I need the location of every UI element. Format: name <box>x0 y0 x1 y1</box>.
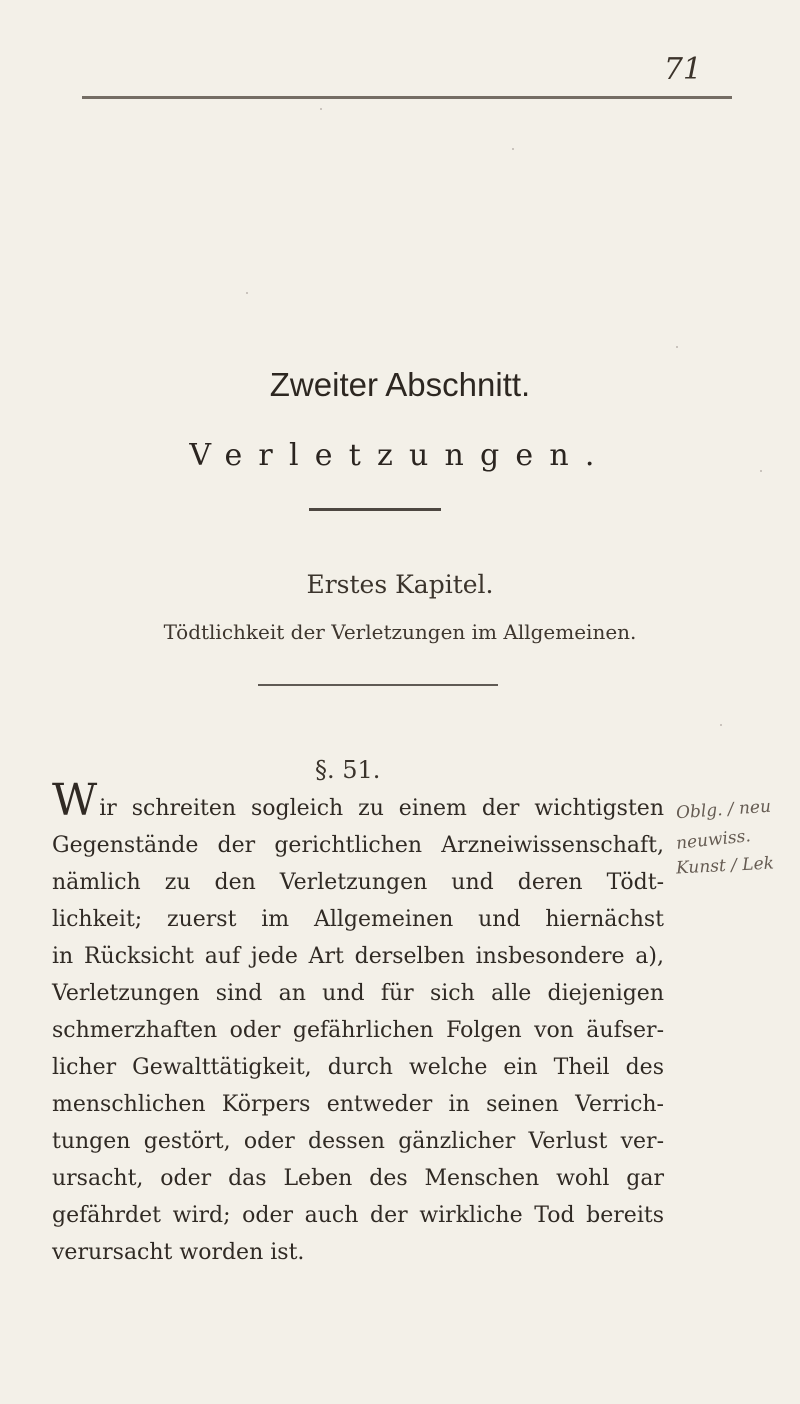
section-title: Zweiter Abschnitt. <box>269 366 531 403</box>
chapter-title: Erstes Kapitel. <box>306 570 494 599</box>
paper-speckle <box>760 470 762 472</box>
paper-speckle <box>720 724 722 726</box>
body-line: gefährdet wird; oder auch der wirkliche Tod bereits <box>52 1203 664 1228</box>
paper-speckle <box>246 292 248 294</box>
body-line-text: ir schreiten sogleich zu einem der wichtigsten <box>99 796 664 821</box>
body-line: in Rücksicht auf jede Art derselben insbesondere a), <box>52 944 664 969</box>
body-line: nämlich zu den Verletzungen und deren Tödt- <box>52 870 664 895</box>
paper-speckle <box>512 148 514 150</box>
handwritten-margin-note: Oblg. / neu <box>675 796 772 824</box>
top-rule <box>82 96 732 99</box>
main-heading: Verletzungen. <box>189 438 611 473</box>
handwritten-margin-note: neuwiss. <box>675 826 752 854</box>
paper-speckle <box>320 108 322 110</box>
paragraph-number: §. 51. <box>315 756 381 784</box>
dropcap: W <box>52 775 98 826</box>
page-number: 71 <box>663 52 702 87</box>
body-line: tungen gestört, oder dessen gänzlicher Verlust ver- <box>52 1129 664 1154</box>
body-line: ursacht, oder das Leben des Menschen wohl gar <box>52 1166 664 1191</box>
body-line: menschlichen Körpers entweder in seinen Verrich- <box>52 1092 664 1117</box>
body-line: Verletzungen sind an und für sich alle diejenigen <box>52 981 664 1006</box>
body-line <box>52 775 664 827</box>
heading-rule <box>309 508 441 511</box>
handwritten-margin-note: Kunst / Lek <box>675 853 775 879</box>
body-line: Gegenstände der gerichtlichen Arzneiwissenschaft, <box>52 833 664 858</box>
chapter-subtitle: Tödtlichkeit der Verletzungen im Allgemeinen. <box>163 620 637 644</box>
paper-speckle <box>676 346 678 348</box>
body-line: schmerzhaften oder gefährlichen Folgen von äufser- <box>52 1018 664 1043</box>
chapter-rule <box>258 684 498 686</box>
body-line: lichkeit; zuerst im Allgemeinen und hiernächst <box>52 907 664 932</box>
body-line: verursacht worden ist. <box>52 1240 305 1265</box>
body-line: licher Gewalttätigkeit, durch welche ein Theil des <box>52 1055 664 1080</box>
body-paragraph <box>52 775 664 1271</box>
